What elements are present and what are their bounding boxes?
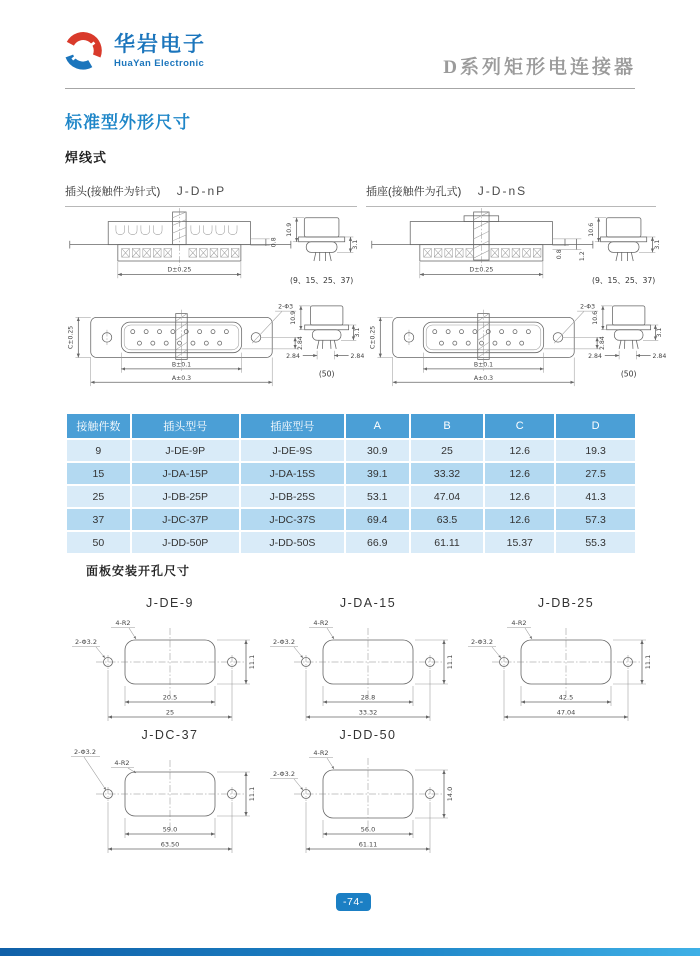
dim-label: 2-Φ3.2 <box>74 748 96 756</box>
cell: 39.1 <box>346 463 409 484</box>
dim-label: 11.1 <box>248 786 256 802</box>
cell: 15.37 <box>485 532 554 553</box>
cell: J-DC-37P <box>132 509 239 530</box>
panel-drawing-jdc37 <box>70 728 270 867</box>
col-header-c: C <box>485 414 554 438</box>
cell: 61.11 <box>411 532 484 553</box>
dim-label: 11.1 <box>248 654 256 670</box>
dim-label: 3.1 <box>656 327 664 338</box>
dim-label: 0.8 <box>270 237 278 248</box>
dim-label: 56.0 <box>360 825 376 834</box>
dim-label: 2-Φ3 <box>580 303 596 311</box>
panel-cutout-drawing <box>268 612 468 730</box>
dim-label: 2-Φ3.2 <box>273 770 295 778</box>
dim-label: A±0.3 <box>473 374 494 382</box>
dim-label: 3.1 <box>352 239 360 250</box>
logo-subtitle: HuaYan Electronic <box>114 58 205 70</box>
cell: 30.9 <box>346 440 409 461</box>
dim-label: 2-Φ3.2 <box>471 638 493 646</box>
cell: 27.5 <box>556 463 635 484</box>
cell: J-DE-9P <box>132 440 239 461</box>
cell: J-DD-50S <box>241 532 344 553</box>
dim-label: 3.1 <box>354 327 362 338</box>
dim-label: 4-R2 <box>115 619 131 627</box>
cell: J-DA-15S <box>241 463 344 484</box>
cell: J-DD-50P <box>132 532 239 553</box>
dim-label: 11.1 <box>644 654 652 670</box>
dim-label: 4-R2 <box>511 619 527 627</box>
dim-label: 2.84 <box>296 336 304 351</box>
dim-label: B±0.1 <box>473 361 494 369</box>
cell: J-DB-25S <box>241 486 344 507</box>
panel-cutout-drawing <box>70 744 270 862</box>
col-header-a: A <box>346 414 409 438</box>
plug-column-label <box>65 182 357 207</box>
section-title: 标准型外形尺寸 <box>65 113 191 132</box>
spec-table <box>65 412 637 555</box>
cell: 9 <box>67 440 130 461</box>
dim-label: 20.5 <box>162 693 178 702</box>
plug-side-drawing <box>64 206 362 291</box>
dim-label: D±0.25 <box>167 266 192 274</box>
col-header-plug-model: 插头型号 <box>132 414 239 438</box>
table-row <box>67 532 635 553</box>
cell: 25 <box>67 486 130 507</box>
col-header-d: D <box>556 414 635 438</box>
table-row <box>67 509 635 530</box>
drawing-caption: (50) <box>318 369 335 379</box>
panel-drawing-jda15 <box>268 596 468 735</box>
table-row <box>67 440 635 461</box>
plug-label: 插头(接触件为针式) <box>65 186 161 198</box>
subsection-title: 焊线式 <box>65 150 108 165</box>
cell: 37 <box>67 509 130 530</box>
panel-section-title: 面板安装开孔尺寸 <box>86 564 191 578</box>
cell: 55.3 <box>556 532 635 553</box>
table-row <box>67 486 635 507</box>
table-header-row <box>67 414 635 438</box>
panel-drawing-title: J-DB-25 <box>537 596 595 610</box>
socket-code: J-D-nS <box>477 184 528 198</box>
cell: J-DA-15P <box>132 463 239 484</box>
cell: 69.4 <box>346 509 409 530</box>
cell: 12.6 <box>485 509 554 530</box>
panel-cutout-drawing <box>268 744 468 862</box>
cell: 19.3 <box>556 440 635 461</box>
cell: 63.5 <box>411 509 484 530</box>
dim-label: 2-Φ3.2 <box>75 638 97 646</box>
panel-cutout-drawing <box>466 612 666 730</box>
dim-label: 2.84 <box>286 352 300 360</box>
dim-label: 10.9 <box>285 222 293 237</box>
dim-label: 2-Φ3.2 <box>273 638 295 646</box>
col-header-socket-model: 插座型号 <box>241 414 344 438</box>
drawing-caption: (9、15、25、37) <box>289 276 354 286</box>
dim-label: 61.11 <box>358 840 378 849</box>
cell: 47.04 <box>411 486 484 507</box>
dim-label: 2.84 <box>588 352 602 360</box>
cell: 12.6 <box>485 440 554 461</box>
dim-label: 59.0 <box>162 825 178 834</box>
dim-label: 10.9 <box>290 310 298 325</box>
dim-label: 0.8 <box>556 249 564 260</box>
socket-column-label <box>366 182 656 207</box>
cell: 25 <box>411 440 484 461</box>
cell: 12.6 <box>485 486 554 507</box>
cell: 66.9 <box>346 532 409 553</box>
panel-drawing-title: J-DA-15 <box>339 596 397 610</box>
panel-drawing-title: J-DE-9 <box>146 596 194 610</box>
dim-label: 2-Φ3 <box>278 303 294 311</box>
cell: 15 <box>67 463 130 484</box>
dim-label: C±0.25 <box>67 325 75 350</box>
dim-label: 2.84 <box>350 352 365 360</box>
dim-label: 4-R2 <box>313 749 329 757</box>
dim-label: 1.2 <box>579 251 587 262</box>
socket-label: 插座(接触件为孔式) <box>366 186 462 198</box>
cell: 33.32 <box>411 463 484 484</box>
panel-drawing-jde9 <box>70 596 270 735</box>
drawing-caption: (9、15、25、37) <box>591 276 656 286</box>
cell: 53.1 <box>346 486 409 507</box>
plug-code: J-D-nP <box>176 184 227 198</box>
dim-label: A±0.3 <box>171 374 192 382</box>
dim-label: 14.0 <box>446 786 454 802</box>
panel-drawing-jdd50 <box>268 728 468 867</box>
dim-label: 4-R2 <box>114 759 130 767</box>
header-rule <box>65 88 635 89</box>
dim-label: 47.04 <box>556 708 576 717</box>
table-row <box>67 463 635 484</box>
dim-label: D±0.25 <box>469 266 494 274</box>
dim-label: 4-R2 <box>313 619 329 627</box>
panel-drawing-jdb25 <box>466 596 666 735</box>
dim-label: 11.1 <box>446 654 454 670</box>
company-logo <box>60 28 206 74</box>
dim-label: 63.50 <box>160 840 180 849</box>
page-number-badge: -74- <box>336 893 371 911</box>
drawing-caption: (50) <box>620 369 637 379</box>
socket-front-drawing <box>366 296 667 396</box>
footer-bar <box>0 948 700 956</box>
dim-label: 28.8 <box>360 693 376 702</box>
dim-label: 42.5 <box>558 693 574 702</box>
logo-title: 华岩电子 <box>114 32 206 56</box>
col-header-contacts: 接触件数 <box>67 414 130 438</box>
cell: 50 <box>67 532 130 553</box>
cell: J-DB-25P <box>132 486 239 507</box>
cell: 12.6 <box>485 463 554 484</box>
cell: 41.3 <box>556 486 635 507</box>
dim-label: B±0.1 <box>171 361 192 369</box>
dim-label: 10.6 <box>587 222 595 237</box>
panel-drawing-title: J-DC-37 <box>141 728 199 742</box>
huayan-logo-icon <box>60 28 106 74</box>
socket-side-drawing <box>366 206 664 291</box>
cell: J-DE-9S <box>241 440 344 461</box>
dim-label: 3.1 <box>654 239 662 250</box>
dim-label: C±0.25 <box>369 325 377 350</box>
dim-label: 2.84 <box>652 352 667 360</box>
panel-cutout-drawing <box>70 612 270 730</box>
cell: 57.3 <box>556 509 635 530</box>
dim-label: 2.84 <box>598 336 606 351</box>
panel-drawing-title: J-DD-50 <box>339 728 397 742</box>
col-header-b: B <box>411 414 484 438</box>
dim-label: 33.32 <box>358 708 378 717</box>
dim-label: 25 <box>165 708 175 717</box>
plug-front-drawing <box>64 296 365 396</box>
dim-label: 10.6 <box>592 310 600 325</box>
doc-title: D系列矩形电连接器 <box>443 57 636 78</box>
cell: J-DC-37S <box>241 509 344 530</box>
